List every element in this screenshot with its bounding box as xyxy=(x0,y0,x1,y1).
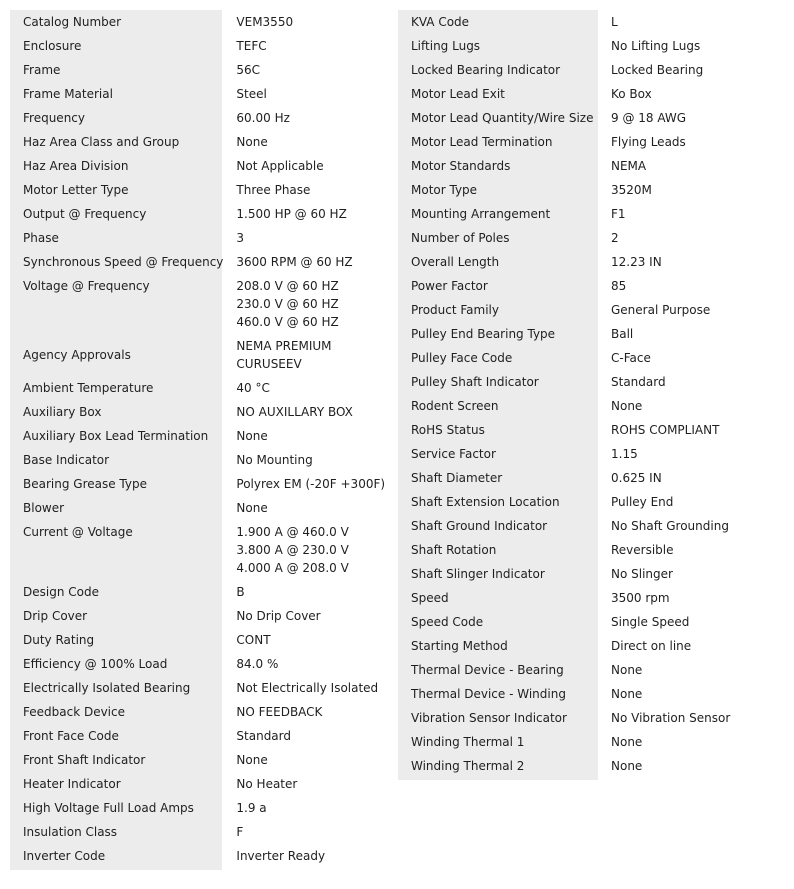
spec-row xyxy=(10,154,396,178)
spec-row xyxy=(10,628,396,652)
spec-value-line: 56C xyxy=(236,63,261,77)
spec-row xyxy=(398,298,794,322)
spec-value-line: Single Speed xyxy=(611,615,690,629)
spec-row xyxy=(398,394,794,418)
spec-value-line: 1.500 HP @ 60 HZ xyxy=(236,207,347,221)
spec-value-line: Standard xyxy=(236,729,291,743)
spec-value-line: C-Face xyxy=(611,351,651,365)
spec-label: Frame xyxy=(23,63,61,77)
spec-label: Feedback Device xyxy=(23,705,125,719)
spec-label: Auxiliary Box xyxy=(23,405,102,419)
spec-row xyxy=(10,400,396,424)
spec-value-line: 4.000 A @ 208.0 V xyxy=(236,561,349,575)
spec-value xyxy=(598,754,794,778)
spec-value-line: Steel xyxy=(236,87,267,101)
spec-row xyxy=(398,10,794,34)
spec-value-line: 1.9 a xyxy=(236,801,267,815)
spec-value-line: Pulley End xyxy=(611,495,674,509)
spec-value-line: 9 @ 18 AWG xyxy=(611,111,687,125)
spec-label: Enclosure xyxy=(23,39,82,53)
spec-value-line: Not Electrically Isolated xyxy=(236,681,379,695)
spec-row xyxy=(398,154,794,178)
spec-value-line: 60.00 Hz xyxy=(236,111,290,125)
spec-row xyxy=(10,424,396,448)
spec-row xyxy=(398,706,794,730)
spec-label: KVA Code xyxy=(411,15,470,29)
spec-value-line: 3.800 A @ 230.0 V xyxy=(236,543,349,557)
spec-value xyxy=(223,202,396,226)
spec-label: Front Shaft Indicator xyxy=(23,753,146,767)
spec-table-left xyxy=(10,10,396,868)
spec-row xyxy=(10,274,396,334)
spec-value xyxy=(223,130,396,154)
spec-label: Number of Poles xyxy=(411,231,510,245)
spec-label: Heater Indicator xyxy=(23,777,121,791)
spec-value xyxy=(598,250,794,274)
spec-label: Rodent Screen xyxy=(411,399,499,413)
spec-row xyxy=(398,58,794,82)
spec-row xyxy=(398,346,794,370)
spec-label: Power Factor xyxy=(411,279,488,293)
spec-label: Starting Method xyxy=(411,639,508,653)
spec-value-line: 230.0 V @ 60 HZ xyxy=(236,297,339,311)
spec-row xyxy=(398,538,794,562)
spec-value xyxy=(223,796,396,820)
spec-label: Product Family xyxy=(411,303,499,317)
spec-value-line: 3520M xyxy=(611,183,652,197)
spec-row xyxy=(10,844,396,868)
spec-row xyxy=(10,604,396,628)
spec-value xyxy=(223,580,396,604)
spec-value xyxy=(598,106,794,130)
spec-value xyxy=(598,298,794,322)
spec-label: Motor Lead Termination xyxy=(411,135,553,149)
spec-row xyxy=(10,676,396,700)
spec-value-line: None xyxy=(236,135,268,149)
spec-value-line: No Slinger xyxy=(611,567,673,581)
spec-table xyxy=(10,10,396,868)
spec-label: Shaft Rotation xyxy=(411,543,497,557)
spec-label: Pulley Shaft Indicator xyxy=(411,375,539,389)
spec-label: Voltage @ Frequency xyxy=(23,279,150,293)
spec-value xyxy=(223,106,396,130)
spec-label: Frame Material xyxy=(23,87,113,101)
spec-label: Output @ Frequency xyxy=(23,207,147,221)
spec-table-right xyxy=(398,10,794,778)
spec-row xyxy=(10,772,396,796)
spec-label: Mounting Arrangement xyxy=(411,207,551,221)
spec-value-line: No Lifting Lugs xyxy=(611,39,701,53)
spec-value-line: VEM3550 xyxy=(236,15,294,29)
spec-value xyxy=(598,682,794,706)
spec-value-line: 3 xyxy=(236,231,245,245)
spec-row xyxy=(398,442,794,466)
spec-value xyxy=(598,34,794,58)
spec-row xyxy=(398,370,794,394)
spec-value-line: None xyxy=(611,735,643,749)
spec-label: Catalog Number xyxy=(23,15,122,29)
spec-label: Duty Rating xyxy=(23,633,95,647)
spec-row xyxy=(10,10,396,34)
spec-label: Current @ Voltage xyxy=(23,525,133,539)
spec-row xyxy=(10,496,396,520)
spec-value xyxy=(598,706,794,730)
spec-row xyxy=(10,250,396,274)
spec-value-line: 85 xyxy=(611,279,627,293)
spec-value-line: None xyxy=(611,759,643,773)
spec-value xyxy=(223,772,396,796)
spec-label: Front Face Code xyxy=(23,729,119,743)
spec-row xyxy=(398,418,794,442)
spec-value xyxy=(598,514,794,538)
spec-row xyxy=(398,274,794,298)
spec-value xyxy=(598,418,794,442)
spec-value-line: Direct on line xyxy=(611,639,692,653)
spec-value-line: 40 °C xyxy=(236,381,270,395)
spec-row xyxy=(398,202,794,226)
spec-row xyxy=(10,580,396,604)
spec-value-line: None xyxy=(236,753,268,767)
spec-value-line: Not Applicable xyxy=(236,159,324,173)
spec-value-line: Standard xyxy=(611,375,666,389)
spec-row xyxy=(10,520,396,580)
spec-value-line: None xyxy=(236,429,268,443)
spec-value xyxy=(598,178,794,202)
spec-label: RoHS Status xyxy=(411,423,485,437)
spec-row xyxy=(398,130,794,154)
spec-value xyxy=(598,442,794,466)
spec-row xyxy=(10,202,396,226)
spec-label: Motor Standards xyxy=(411,159,511,173)
spec-value xyxy=(223,748,396,772)
spec-value xyxy=(598,154,794,178)
spec-row xyxy=(10,820,396,844)
spec-value xyxy=(223,226,396,250)
spec-value-line: Flying Leads xyxy=(611,135,686,149)
spec-value xyxy=(223,10,396,34)
spec-row xyxy=(10,34,396,58)
spec-value-line: 12.23 IN xyxy=(611,255,662,269)
spec-value xyxy=(598,10,794,34)
spec-label: Winding Thermal 1 xyxy=(411,735,525,749)
spec-row xyxy=(398,226,794,250)
spec-label: Speed xyxy=(411,591,449,605)
spec-label: Auxiliary Box Lead Termination xyxy=(23,429,209,443)
spec-value-line: 0.625 IN xyxy=(611,471,662,485)
spec-value xyxy=(223,496,396,520)
spec-label: Shaft Diameter xyxy=(411,471,503,485)
spec-value xyxy=(598,82,794,106)
spec-value xyxy=(598,130,794,154)
spec-value xyxy=(598,562,794,586)
spec-row xyxy=(10,748,396,772)
spec-label: Speed Code xyxy=(411,615,484,629)
spec-row xyxy=(10,334,396,376)
spec-value xyxy=(223,652,396,676)
spec-value xyxy=(223,520,396,580)
spec-label: Bearing Grease Type xyxy=(23,477,147,491)
spec-value-line: None xyxy=(611,687,643,701)
spec-value-line: F1 xyxy=(611,207,626,221)
spec-label: Ambient Temperature xyxy=(23,381,154,395)
spec-value xyxy=(223,400,396,424)
spec-label: Shaft Extension Location xyxy=(411,495,560,509)
spec-row xyxy=(398,466,794,490)
spec-row xyxy=(398,106,794,130)
spec-value xyxy=(223,274,396,334)
spec-value xyxy=(223,178,396,202)
spec-value xyxy=(598,586,794,610)
spec-label: Efficiency @ 100% Load xyxy=(23,657,168,671)
spec-row xyxy=(398,82,794,106)
spec-row xyxy=(398,490,794,514)
spec-row xyxy=(398,634,794,658)
spec-value-line: 2 xyxy=(611,231,619,245)
spec-label: Haz Area Class and Group xyxy=(23,135,180,149)
spec-value-line: 84.0 % xyxy=(236,657,279,671)
spec-value xyxy=(598,394,794,418)
spec-value xyxy=(223,472,396,496)
spec-value xyxy=(598,490,794,514)
spec-value-line: CONT xyxy=(236,633,271,647)
spec-value xyxy=(223,628,396,652)
spec-value-line: TEFC xyxy=(236,39,267,53)
spec-value-line: None xyxy=(611,663,643,677)
spec-row xyxy=(398,682,794,706)
spec-label: Vibration Sensor Indicator xyxy=(411,711,567,725)
spec-value-line: NO AUXILLARY BOX xyxy=(236,405,353,419)
spec-label: Pulley Face Code xyxy=(411,351,513,365)
spec-label: Shaft Ground Indicator xyxy=(411,519,548,533)
spec-row xyxy=(10,472,396,496)
spec-value xyxy=(223,334,396,376)
spec-value xyxy=(223,34,396,58)
spec-row xyxy=(10,796,396,820)
spec-row xyxy=(398,514,794,538)
spec-value xyxy=(598,610,794,634)
spec-label: Overall Length xyxy=(411,255,500,269)
spec-value-line: F xyxy=(236,825,244,839)
spec-value-line: None xyxy=(236,501,268,515)
spec-value-line: Ball xyxy=(611,327,634,341)
spec-row xyxy=(398,562,794,586)
spec-row xyxy=(10,58,396,82)
spec-row xyxy=(10,652,396,676)
spec-row xyxy=(398,730,794,754)
spec-value xyxy=(598,322,794,346)
spec-value-line: No Heater xyxy=(236,777,298,791)
spec-value-line: 1.15 xyxy=(611,447,638,461)
spec-row xyxy=(10,700,396,724)
spec-value-line: ROHS COMPLIANT xyxy=(611,423,720,437)
spec-label: Agency Approvals xyxy=(23,348,131,362)
spec-label: Pulley End Bearing Type xyxy=(411,327,556,341)
spec-value-line: None xyxy=(611,399,643,413)
spec-row xyxy=(398,586,794,610)
spec-label: Design Code xyxy=(23,585,99,599)
spec-value xyxy=(223,58,396,82)
spec-value-line: NO FEEDBACK xyxy=(236,705,323,719)
spec-value-line: No Mounting xyxy=(236,453,313,467)
spec-value xyxy=(223,82,396,106)
spec-value xyxy=(223,604,396,628)
spec-value xyxy=(223,676,396,700)
spec-value xyxy=(598,658,794,682)
spec-value xyxy=(223,700,396,724)
spec-row xyxy=(10,82,396,106)
spec-label: Motor Letter Type xyxy=(23,183,129,197)
spec-label: Locked Bearing Indicator xyxy=(411,63,561,77)
spec-label: Blower xyxy=(23,501,65,515)
spec-row xyxy=(10,376,396,400)
spec-row xyxy=(398,322,794,346)
spec-value xyxy=(223,448,396,472)
spec-value xyxy=(598,226,794,250)
spec-value xyxy=(598,466,794,490)
spec-value xyxy=(223,424,396,448)
spec-value xyxy=(598,538,794,562)
spec-value-line: L xyxy=(611,15,618,29)
spec-row xyxy=(398,178,794,202)
spec-value-line: NEMA PREMIUM xyxy=(236,339,332,353)
spec-value xyxy=(223,724,396,748)
spec-label: Haz Area Division xyxy=(23,159,129,173)
spec-row xyxy=(398,754,794,778)
spec-label: Motor Lead Quantity/Wire Size xyxy=(411,111,594,125)
spec-value-line: B xyxy=(236,585,245,599)
spec-value-line: Three Phase xyxy=(236,183,311,197)
spec-label: Lifting Lugs xyxy=(411,39,481,53)
spec-value xyxy=(598,634,794,658)
spec-value-line: Inverter Ready xyxy=(236,849,326,863)
spec-value-line: Reversible xyxy=(611,543,674,557)
spec-row xyxy=(398,610,794,634)
spec-label: Synchronous Speed @ Frequency xyxy=(23,255,224,269)
spec-value xyxy=(598,274,794,298)
spec-row xyxy=(398,658,794,682)
spec-row xyxy=(10,106,396,130)
spec-row xyxy=(10,130,396,154)
spec-value-line: 3500 rpm xyxy=(611,591,670,605)
spec-value xyxy=(223,250,396,274)
spec-label: Winding Thermal 2 xyxy=(411,759,525,773)
spec-label: Service Factor xyxy=(411,447,496,461)
spec-row xyxy=(398,250,794,274)
spec-table xyxy=(398,10,794,778)
spec-label: Electrically Isolated Bearing xyxy=(23,681,191,695)
spec-value xyxy=(598,202,794,226)
spec-value xyxy=(223,820,396,844)
spec-value-line: NEMA xyxy=(611,159,647,173)
spec-label: Insulation Class xyxy=(23,825,118,839)
spec-value-line: No Vibration Sensor xyxy=(611,711,731,725)
spec-value xyxy=(223,844,396,868)
spec-label: Inverter Code xyxy=(23,849,106,863)
spec-value-line: 3600 RPM @ 60 HZ xyxy=(236,255,353,269)
spec-value xyxy=(598,346,794,370)
spec-row xyxy=(10,724,396,748)
spec-label: Motor Lead Exit xyxy=(411,87,505,101)
spec-label: Thermal Device - Bearing xyxy=(411,663,564,677)
spec-value xyxy=(223,376,396,400)
spec-value-line: 460.0 V @ 60 HZ xyxy=(236,315,339,329)
spec-value xyxy=(598,58,794,82)
spec-label: Drip Cover xyxy=(23,609,88,623)
spec-row xyxy=(10,178,396,202)
spec-label: Thermal Device - Winding xyxy=(411,687,566,701)
spec-value-line: No Drip Cover xyxy=(236,609,321,623)
spec-value-line: No Shaft Grounding xyxy=(611,519,729,533)
spec-value-line: Ko Box xyxy=(611,87,652,101)
spec-label: High Voltage Full Load Amps xyxy=(23,801,194,815)
spec-value-line: Locked Bearing xyxy=(611,63,704,77)
spec-label: Frequency xyxy=(23,111,85,125)
spec-row xyxy=(10,226,396,250)
spec-value-line: General Purpose xyxy=(611,303,711,317)
spec-value-line: 1.900 A @ 460.0 V xyxy=(236,525,349,539)
spec-value xyxy=(598,730,794,754)
spec-label: Phase xyxy=(23,231,59,245)
spec-row xyxy=(398,34,794,58)
spec-value xyxy=(598,370,794,394)
spec-value-line: Polyrex EM (-20F +300F) xyxy=(236,477,386,491)
spec-value-line: CURUSEEV xyxy=(236,357,302,371)
spec-label: Base Indicator xyxy=(23,453,110,467)
spec-label: Motor Type xyxy=(411,183,478,197)
spec-row xyxy=(10,448,396,472)
spec-label: Shaft Slinger Indicator xyxy=(411,567,545,581)
spec-value xyxy=(223,154,396,178)
spec-value-line: 208.0 V @ 60 HZ xyxy=(236,279,339,293)
